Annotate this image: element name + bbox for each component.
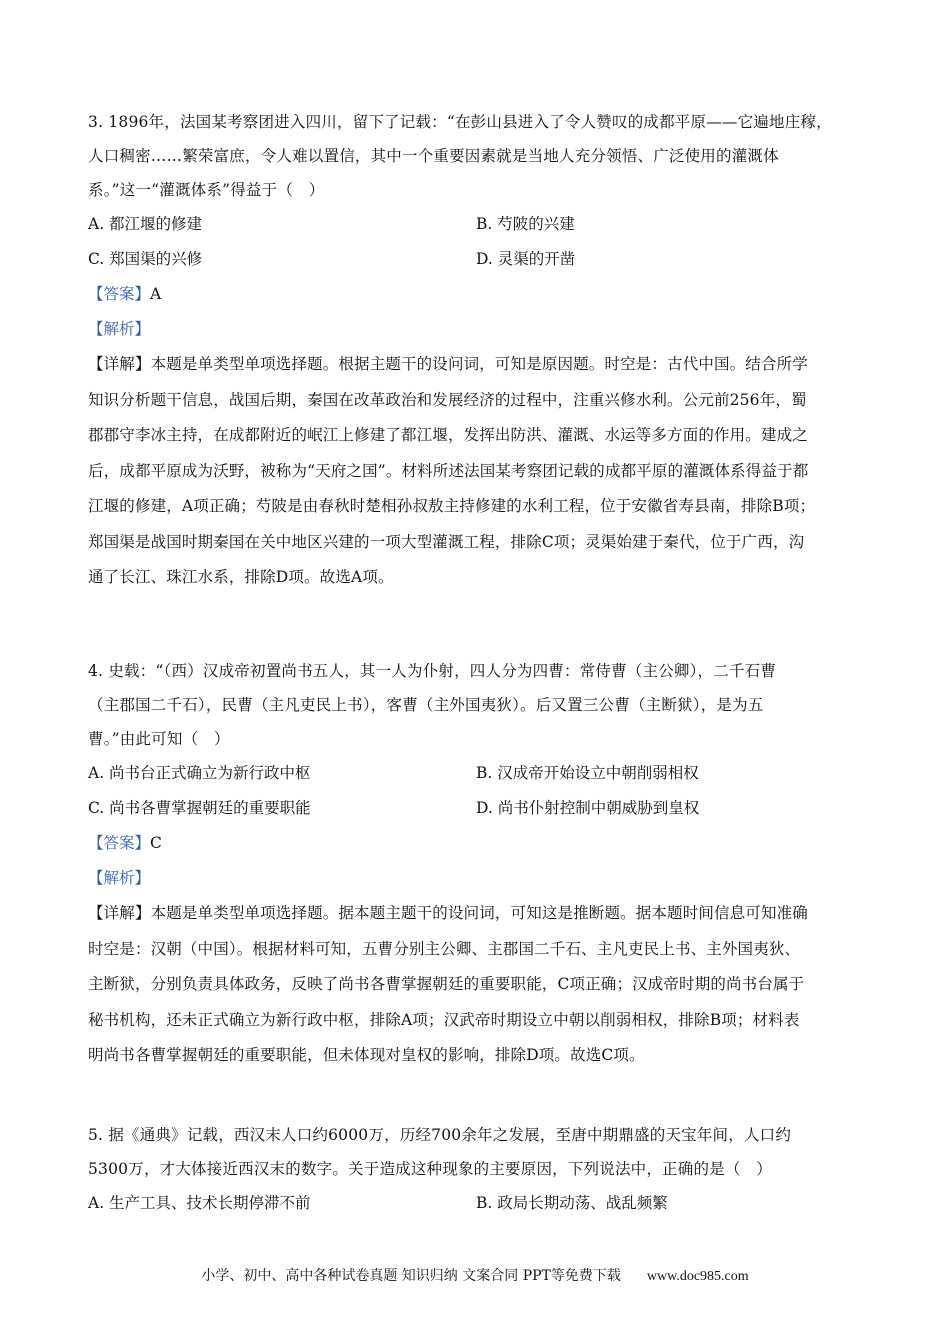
option-d: D. 尚书仆射控制中朝威胁到皇权 — [476, 799, 700, 817]
option-a: A. 都江堰的修建 — [88, 215, 203, 233]
page-footer — [0, 1266, 950, 1287]
option-d: D. 灵渠的开凿 — [476, 250, 576, 268]
answer-line — [88, 826, 878, 861]
question-stem-line: 5300万，才大体接近西汉末的数字。关于造成这种现象的主要原因，下列说法中，正确的是（ ） — [88, 1160, 772, 1178]
analysis-label: 【解析】 — [88, 869, 151, 887]
explanation-line: 明尚书各曹掌握朝廷的重要职能，但未体现对皇权的影响，排除D项。故选C项。 — [88, 1046, 645, 1064]
question-stem-line: 曹。”由此可知（ ） — [88, 730, 230, 748]
option-b: B. 芍陂的兴建 — [476, 215, 575, 233]
answer-value: A — [150, 285, 162, 303]
footer-text: 小学、初中、高中各种试卷真题 知识归纳 文案合同 PPT等免费下载 — [201, 1268, 621, 1284]
question-5 — [88, 1118, 878, 1221]
explanation-line: 主断狱，分别负责具体政务，反映了尚书各曹掌握朝廷的重要职能，C项正确；汉成帝时期的尚书台属于 — [88, 975, 805, 993]
question-stem-line: 人口稠密……繁荣富庶，令人难以置信，其中一个重要因素就是当地人充分领悟、广泛使用的灌溉体 — [88, 147, 779, 165]
question-stem-line: 4. 史载：“（西）汉成帝初置尚书五人，其一人为仆射，四人分为四曹：常侍曹（主公卿），二千石曹 — [88, 662, 777, 680]
explanation-line: 时空是：汉朝（中国）。根据材料可知，五曹分别主公卿、主郡国二千石、主凡吏民上书、主外国夷狄、 — [88, 939, 801, 958]
explanation-line: 通了长江、珠江水系，排除D项。故选A项。 — [88, 568, 394, 586]
footer-website-link[interactable]: www.doc985.com — [646, 1269, 749, 1284]
option-a: A. 生产工具、技术长期停滞不前 — [88, 1194, 311, 1212]
analysis-label: 【解析】 — [88, 320, 151, 338]
answer-options — [88, 207, 878, 277]
question-stem-line: （主郡国二千石），民曹（主凡吏民上书），客曹（主外国夷狄）。后又置三公曹（主断狱），是为五 — [88, 696, 764, 714]
option-c: C. 郑国渠的兴修 — [88, 250, 203, 268]
explanation-line: 秘书机构，还未正式确立为新行政中枢，排除A项；汉武帝时期设立中朝以削弱相权，排除B项；材料表 — [88, 1010, 800, 1029]
question-3 — [88, 105, 878, 596]
explanation-line: 【详解】本题是单类型单项选择题。据本题主题干的设问词，可知这是推断题。据本题时间信息可知准确 — [88, 904, 808, 922]
answer-label: 【答案】 — [88, 285, 151, 303]
question-4 — [88, 654, 878, 1074]
explanation-line: 知识分析题干信息，战国后期，秦国在改革政治和发展经济的过程中，注重兴修水利。公元前256年，蜀 — [88, 390, 807, 409]
explanation-line: 【详解】本题是单类型单项选择题。根据主题干的设问词，可知是原因题。时空是：古代中国。结合所学 — [88, 355, 808, 373]
answer-label: 【答案】 — [88, 834, 151, 852]
option-b: B. 汉成帝开始设立中朝削弱相权 — [476, 764, 699, 782]
answer-value: C — [150, 834, 162, 852]
explanation-line: 后，成都平原成为沃野，被称为“天府之国”。材料所述法国某考察团记载的成都平原的灌溉体系得益于都 — [88, 461, 809, 480]
option-c: C. 尚书各曹掌握朝廷的重要职能 — [88, 799, 311, 817]
question-stem-line: 3. 1896年，法国某考察团进入四川，留下了记载：“在彭山县进入了令人赞叹的成都平原——它遍地庄稼， — [88, 113, 832, 131]
question-stem-line: 5. 据《通典》记载，西汉末人口约6000万，历经700余年之发展，至唐中期鼎盛的天宝年间，人口约 — [88, 1126, 792, 1144]
option-b: B. 政局长期动荡、战乱频繁 — [476, 1194, 668, 1212]
answer-line — [88, 277, 878, 312]
explanation-line: 江堰的修建，A项正确；芍陂是由春秋时楚相孙叔敖主持修建的水利工程，位于安徽省寿县南，排除B项； — [88, 497, 816, 515]
answer-options — [88, 1186, 878, 1221]
option-a: A. 尚书台正式确立为新行政中枢 — [88, 764, 311, 782]
explanation-line: 郡郡守李冰主持，在成都附近的岷江上修建了都江堰，发挥出防洪、灌溉、水运等多方面的作用。建成之 — [88, 426, 808, 444]
answer-options — [88, 756, 878, 826]
question-stem-line: 系。”这一“灌溉体系”得益于（ ） — [88, 181, 325, 199]
explanation-line: 郑国渠是战国时期秦国在关中地区兴建的一项大型灌溉工程，排除C项；灵渠始建于秦代，位于广西，沟 — [88, 532, 805, 551]
